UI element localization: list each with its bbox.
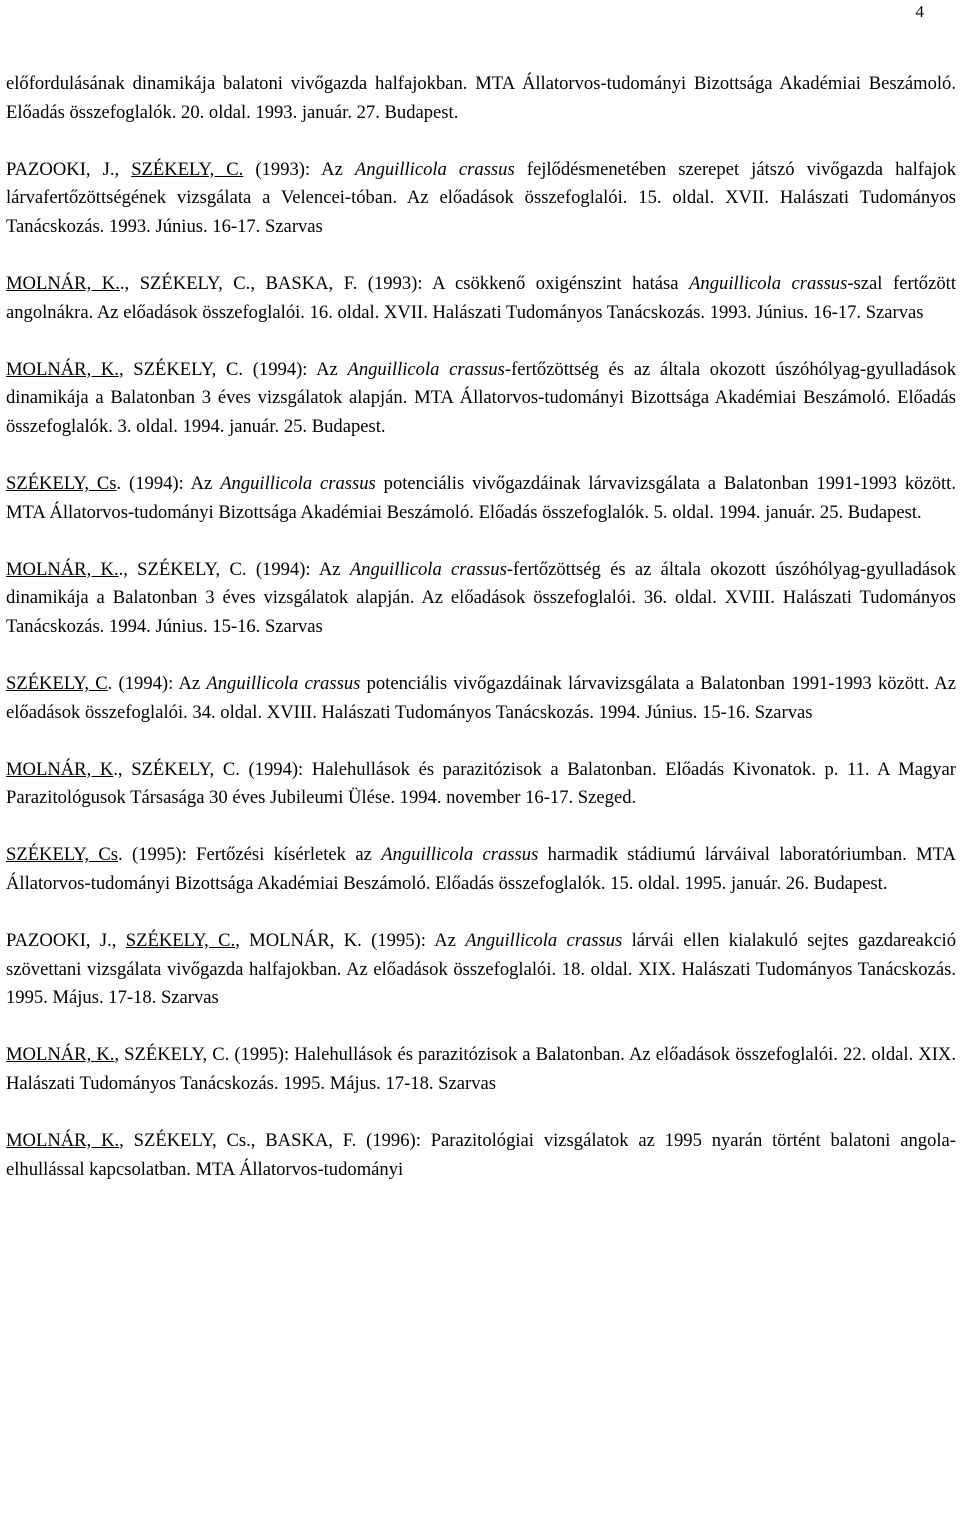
author-link: MOLNÁR, K. [6,1129,120,1151]
author-link: MOLNÁR, K. [6,1044,115,1066]
reference-text: PAZOOKI, J., [6,929,126,951]
author-link: SZÉKELY, C. [131,158,244,180]
reference-text: . (1995): Fertőzési kísérletek az [118,844,382,866]
reference-entry [6,270,956,328]
reference-text: -fertőzöttség és az általa okozott úszóhólyag-gyulladások dinamikája a Balatonban 3 éves vizsgálatok alapján. MTA Állatorvos-tudományi Bizottsága Akadémiai Beszámoló. Előadás összefoglalók. 3. oldal. 1994. január. 25. Budapest. [6,358,956,438]
reference-list [6,70,956,1212]
reference-entry [6,927,956,1013]
reference-entry [6,470,956,528]
reference-entry [6,1041,956,1099]
reference-entry [6,70,956,128]
author-link: SZÉKELY, C. [125,929,236,951]
species-name: Anguillicola crassus [689,272,848,294]
reference-text: lárvái ellen kialakuló sejtes gazdareakció szövettani vizsgálata vivőgazda halfajokban. Az előadások összefoglalói. 18. oldal. XIX. Halászati Tudományos Tanácskozás. 1995. Május. 17-18. Szarvas [6,929,957,1009]
author-link: MOLNÁR, K [6,758,114,780]
reference-text: ., SZÉKELY, C., BASKA, F. (1993): A csökkenő oxigénszint hatása [119,272,690,294]
reference-text: , MOLNÁR, K. (1995): Az [235,929,466,951]
author-link: SZÉKELY, C [6,672,108,694]
reference-text: potenciális vivőgazdáinak lárvavizsgálata a Balatonban 1991-1993 között. Az előadások összefoglalói. 34. oldal. XVIII. Halászati Tudományos Tanácskozás. 1994. Június. 15-16. Szarvas [6,672,956,723]
reference-text: harmadik stádiumú lárváival laboratóriumban. MTA Állatorvos-tudományi Bizottsága Akadémiai Beszámoló. Előadás összefoglalók. 15. oldal. 1995. január. 26. Budapest. [6,844,956,894]
reference-entry [6,1127,956,1185]
reference-entry [6,756,956,814]
author-link: SZÉKELY, Cs [6,844,119,866]
reference-entry [6,556,956,642]
reference-text: . (1994): Az [107,672,207,694]
reference-text: -szal fertőzött angolnákra. Az előadások összefoglalói. 16. oldal. XVII. Halászati Tudományos Tanácskozás. 1993. Június. 16-17. Szarvas [6,272,956,323]
author-link: MOLNÁR, K. [6,272,120,294]
reference-text: ., SZÉKELY, C. (1994): Az [118,558,350,580]
reference-text: potenciális vivőgazdáinak lárvavizsgálata a Balatonban 1991-1993 között. MTA Állatorvos-tudományi Bizottsága Akadémiai Beszámoló. Előadás összefoglalók. 5. oldal. 1994. január. 25. Budapest. [6,472,956,523]
reference-entry [6,841,956,899]
species-name: Anguillicola crassus [349,558,507,580]
reference-text: előfordulásának dinamikája balatoni vivőgazda halfajokban. MTA Állatorvos-tudományi Bizottsága Akadémiai Beszámoló. Előadás összefoglalók. 20. oldal. 1993. január. 27. Budapest. [6,73,956,123]
reference-entry [6,670,956,728]
reference-text: , SZÉKELY, Cs., BASKA, F. (1996): Parazitológiai vizsgálatok az 1995 nyarán történt balatoni angola-elhullással kapcsolatban. MTA Állatorvos-tudományi [6,1129,957,1180]
species-name: Anguillicola crassus [220,472,376,494]
species-name: Anguillicola crassus [354,158,515,180]
author-link: MOLNÁR, K. [6,358,119,380]
reference-text: PAZOOKI, J., [6,158,132,180]
reference-entry [6,156,956,242]
reference-text: , SZÉKELY, C. (1994): Az [118,358,348,380]
reference-text: (1993): Az [243,158,355,180]
species-name: Anguillicola crassus [347,358,505,380]
author-link: MOLNÁR, K. [6,558,119,580]
reference-text: . (1994): Az [116,472,221,494]
reference-entry [6,356,956,442]
reference-text: fejlődésmenetében szerepet játszó vivőgazda halfajok lárvafertőzöttségének vizsgálata a Velencei-tóban. Az előadások összefoglalói. 15. oldal. XVII. Halászati Tudományos Tanácskozás. 1993. Június. 16-17. Szarvas [6,158,956,238]
species-name: Anguillicola crassus [465,929,623,951]
reference-text: -fertőzöttség és az általa okozott úszóhólyag-gyulladások dinamikája a Balatonban 3 éves vizsgálatok alapján. Az előadások összefoglalói. 36. oldal. XVIII. Halászati Tudományos Tanácskozás. 1994. Június. 15-16. Szarvas [6,558,956,638]
reference-text: ., SZÉKELY, C. (1994): Halehullások és parazitózisok a Balatonban. Előadás Kivonatok. p. 11. A Magyar Parazitológusok Társasága 30 éves Jubileumi Ülése. 1994. november 16-17. Szeged. [6,758,956,809]
species-name: Anguillicola crassus [206,672,361,694]
reference-text: , SZÉKELY, C. (1995): Halehullások és parazitózisok a Balatonban. Az előadások összefoglalói. 22. oldal. XIX. Halászati Tudományos Tanácskozás. 1995. Május. 17-18. Szarvas [6,1044,957,1094]
page-number: 4 [915,2,924,21]
species-name: Anguillicola crassus [381,844,539,866]
author-link: SZÉKELY, Cs [6,472,117,494]
